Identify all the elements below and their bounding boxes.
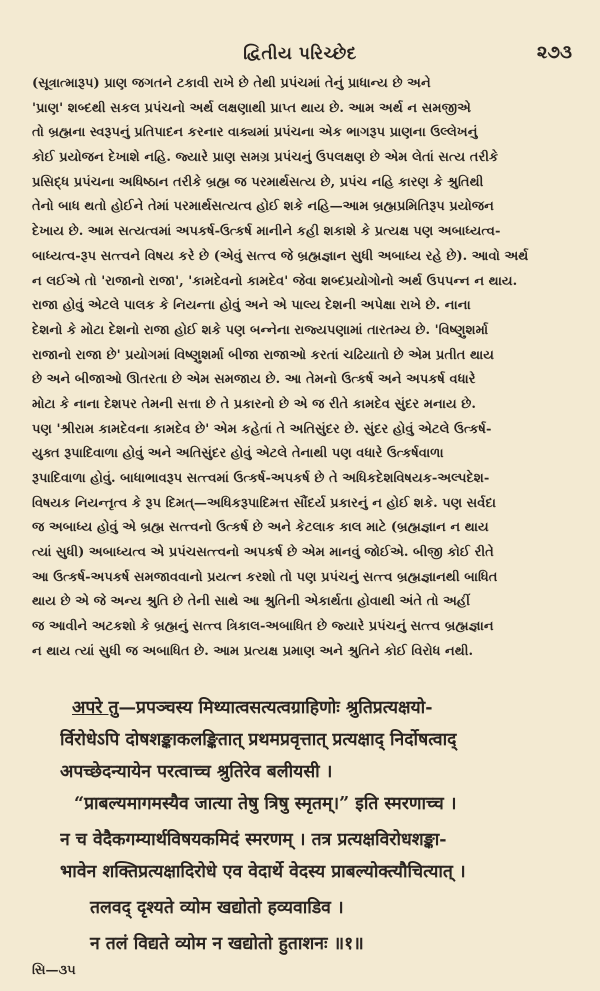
sanskrit-verse-line: तलवद् दृश्यते व्योम खद्योतो हव्यवाडिव । xyxy=(90,898,344,918)
sanskrit-block xyxy=(60,692,580,960)
signature-mark: સિ—૩૫ xyxy=(32,963,76,978)
sanskrit-verse-line: न तलं विद्यते व्योम न खद्योतो हुताशनः ॥१॥ xyxy=(90,934,364,954)
text-line: યુક્ત રૂપાદિવાળા હોવું અને અતિસુંદર હોવું એટલે તેનાથી પણ વધારે ઉત્કર્ષવાળા xyxy=(32,446,444,462)
text-line: તેનો બાધ થતો હોઈને તેમાં પરમાર્થસત્યત્વ હોઈ શકે નહિ—આમ બ્રહ્મપ્રમિતિરૂપ પ્રયોજન xyxy=(32,199,494,215)
text-line: થાય છે એ જે અન્ય શ્રુતિ છે તેની સાથે આ શ્રુતિની એકાર્થતા હોવાથી અંતે તો અહીં xyxy=(32,594,470,610)
text-line: પ્રસિદ્ધ પ્રપંચના અધિષ્ઠાન તરીકે બ્રહ્મ જ પરમાર્થસત્ય છે, પ્રપંચ નહિ કારણ કે શ્રુતિથી xyxy=(32,174,484,190)
text-line: આ ઉત્કર્ષ-અપકર્ષ સમજાવવાનો પ્રયત્ન કરશો તો પણ પ્રપંચનું સત્ત્વ બ્રહ્મજ્ઞાનથી બાધિત xyxy=(32,569,498,585)
text-line: ત્યાં સુધી) અબાધ્યત્વ એ પ્રપંચસત્ત્વનો અપકર્ષ છે એમ માનવું જોઈએ. બીજી કોઈ રીતે xyxy=(32,545,494,561)
text-line: પણ 'શ્રીરામ કામદેવના કામદેવ છે' એમ કહેતાં તે અતિસુંદર છે. સુંદર હોવું એટલે ઉત્કર્ષ- xyxy=(32,421,492,437)
sanskrit-line: भावेन शक्तिप्रत्यक्षादिरोधे एव वेदार्थे वेदस्य प्राबल्योक्त्यौचित्यात् । xyxy=(60,862,466,882)
gujarati-paragraph xyxy=(32,72,580,665)
sanskrit-line xyxy=(60,692,580,724)
sanskrit-line: अपच्छेदन्यायेन परत्वाच्च श्रुतिरेव बलीयसी । xyxy=(60,762,333,782)
text-line: દેશનો કે મોટા દેશનો રાજા હોઈ શકે પણ બન્નેના રાજ્યપણામાં તારતમ્ય છે. 'વિષ્ણુશર્મા xyxy=(32,322,489,338)
text-line: મોટા કે નાના દેશપર તેમની સત્તા છે તે પ્રકારનો છે એ જ રીતે કામદેવ સુંદર મનાય છે. xyxy=(32,396,476,412)
text-line: 'પ્રાણ' શબ્દથી સકલ પ્રપંચનો અર્થ લક્ષણાથી પ્રાપ્ત થાય છે. આમ અર્થ ન સમજીએ xyxy=(32,100,471,116)
text-line: (સૂત્રાત્મારૂપ) પ્રાણ જગતને ટકાવી રાખે છે તેથી પ્રપંચમાં તેનું પ્રાધાન્ય છે અને xyxy=(32,76,431,91)
text-line: ન લઈએ તો 'રાજાનો રાજા', 'કામદેવનો કામદેવ' જેવા શબ્દપ્રયોગોનો અર્થ ઉપપન્ન ન થાય. xyxy=(32,273,518,289)
chapter-title: દ્વિતીય પરિચ્છેદ xyxy=(243,44,357,64)
text-line: બાધ્યત્વ-રૂપ સત્ત્વને વિષય કરે છે (એવું સત્ત્વ જે બ્રહ્મજ્ઞાન સુધી અબાધ્ય રહે છે). આવો અર્થ xyxy=(32,248,529,264)
text-line: છે અને બીજાઓ ઊતરતા છે એમ સમજાય છે. આ તેમનો ઉત્કર્ષ અને અપકર્ષ વધારે xyxy=(32,372,476,388)
sanskrit-underlined-opening: अपरे तु xyxy=(72,698,119,718)
text-line: જ અબાધ્ય હોવું એ બ્રહ્મ સત્ત્વનો ઉત્કર્ષ છે અને કેટલાક કાલ માટે (બ્રહ્મજ્ઞાન ન થાય xyxy=(32,520,489,536)
sanskrit-quote-line: “प्राबल्यमागमस्यैव जात्या तेषु त्रिषु स्मृतम्।” इति स्मरणाच्च । xyxy=(74,794,457,814)
sanskrit-line-rest: —प्रपञ्चस्य मिथ्यात्वसत्यत्वग्राहिणोः श्रुतिप्रत्यक्षयो- xyxy=(118,698,433,718)
text-line: કોઈ પ્રયોજન દેખાશે નહિ. જ્યારે પ્રાણ સમગ્ર પ્રપંચનું ઉપલક્ષણ છે એમ લેતાં સત્ય તરીકે xyxy=(32,150,499,166)
text-line: દેખાય છે. આમ સત્યત્વમાં અપકર્ષ-ઉત્કર્ષ માનીને કહી શકાશે કે પ્રત્યક્ષ પણ અબાધ્યત્વ- xyxy=(32,224,501,240)
sanskrit-line: न च वेदैकगम्यार्थविषयकमिदं स्मरणम् । तत्र प्रत्यक्षविरोधशङ्का- xyxy=(60,830,447,850)
text-line: રાજા હોવું એટલે પાલક કે નિયન્તા હોવું અને એ પાલ્ય દેશની અપેક્ષા રાખે છે. નાના xyxy=(32,298,471,314)
sanskrit-line: र्विरोधेऽपि दोषशङ्काकलङ्कितात् प्रथमप्रवृत्तात् प्रत्यक्षाद् निर्दोषत्वाद् xyxy=(60,730,457,750)
text-line: રૂપાદિવાળા હોવું. બાધાભાવરૂપ સત્ત્વમાં ઉત્કર્ષ-અપકર્ષ છે તે અધિકદેશવિષયક-અલ્પદેશ- xyxy=(32,471,490,486)
text-line: જ આવીને અટકશો કે બ્રહ્મનું સત્ત્વ ત્રિકાલ-અબાધિત છે જ્યારે પ્રપંચનું સત્ત્વ બ્રહ્મજ્ઞાન xyxy=(32,619,494,635)
page-number: ૨૭૩ xyxy=(536,42,572,63)
text-line: ન થાય ત્યાં સુધી જ અબાધિત છે. આમ પ્રત્યક્ષ પ્રમાણ અને શ્રુતિને કોઈ વિરોધ નથી. xyxy=(32,643,474,659)
text-line: વિષયક નિયન્તૃત્વ કે રૂપ દિમત્—અધિકરૂપાદિમત્ત સૌંદર્ય પ્રકારનું ન હોઈ શકે. પણ સર્વદા xyxy=(32,495,496,511)
text-line: રાજાનો રાજા છે' પ્રયોગમાં વિષ્ણુશર્મા બીજા રાજાઓ કરતાં ચઢિયાતો છે એમ પ્રતીત થાય xyxy=(32,347,494,363)
text-line: તો બ્રહ્મના સ્વરૂપનું પ્રતિપાદન કરનાર વાક્યમાં પ્રપંચના એક ભાગરૂપ પ્રાણના ઉલ્લેખનું xyxy=(32,125,478,141)
